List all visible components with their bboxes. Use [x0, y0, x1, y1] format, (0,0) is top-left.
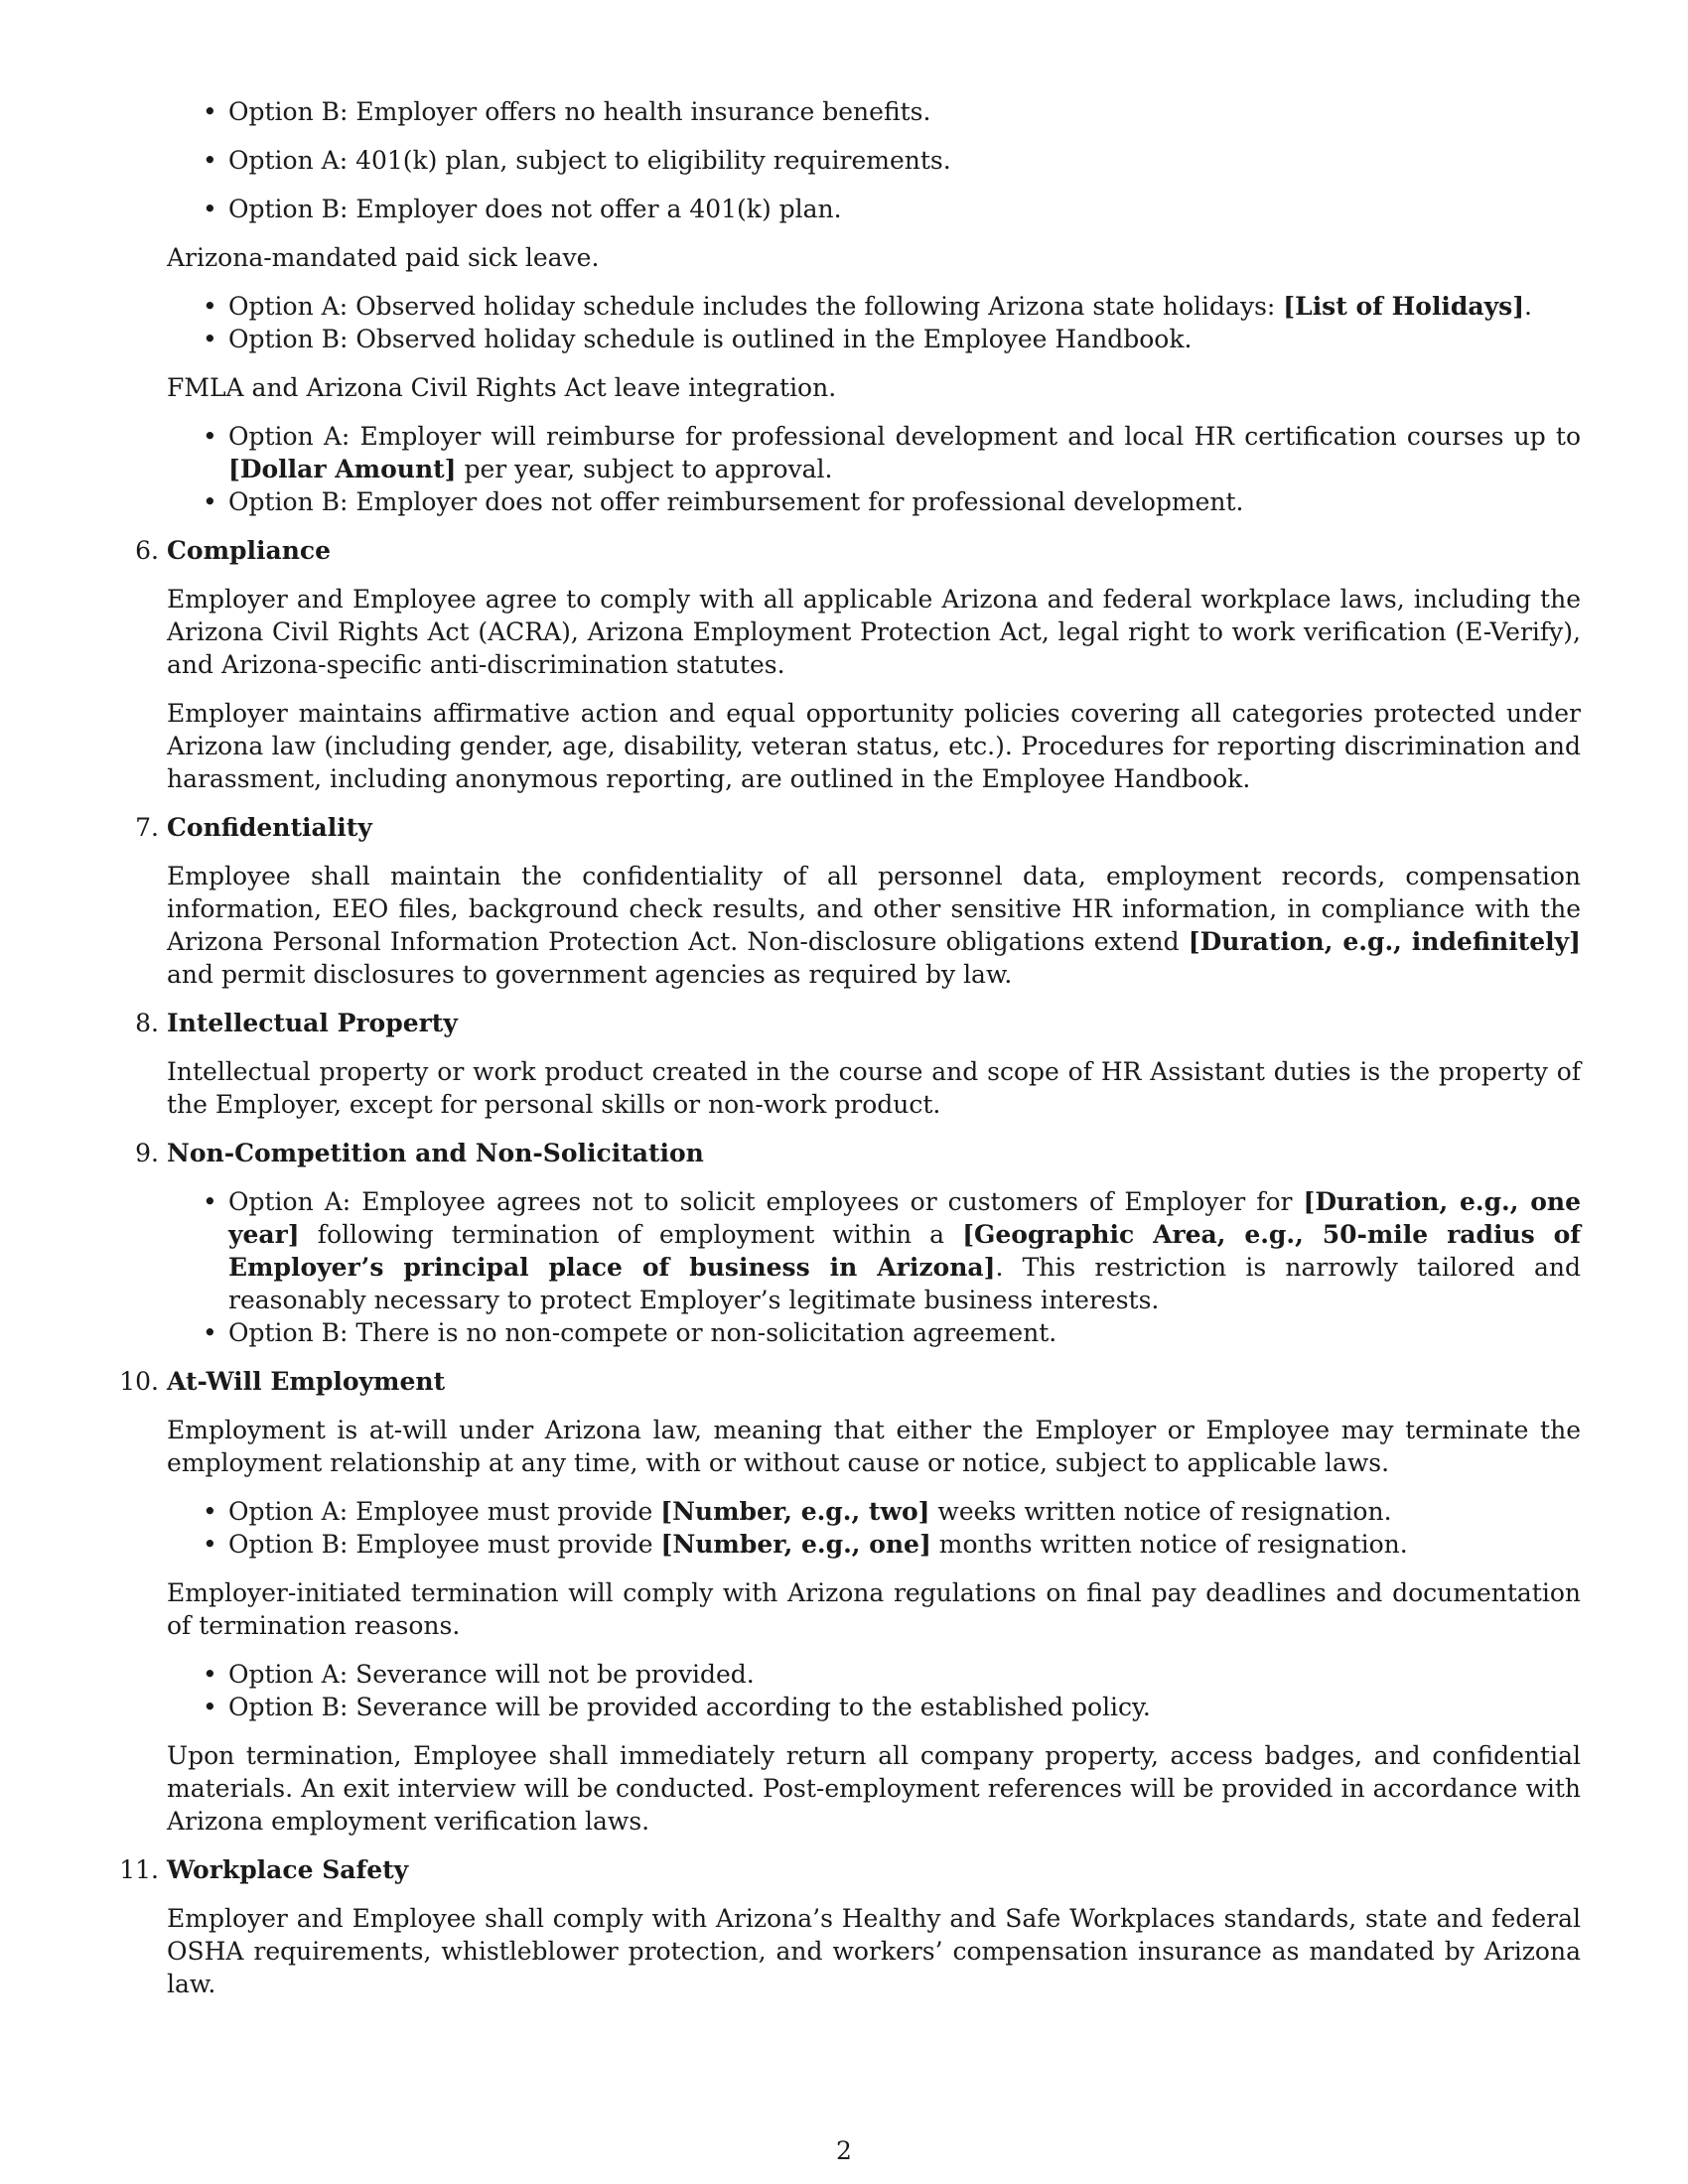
confidentiality-paragraph: Employee shall maintain the confidentiality of all personnel data, employment records, compensation information, EEO files, background check results, and other sensitive HR information, in compliance with the Arizona Personal Information Protection Act. Non-disclosure obligations extend [Duration, e.g., indefinitely] and permit disclosures to government agencies as required by law. — [167, 862, 1581, 989]
section-title: Non-Competition and Non-Solicitation — [167, 1139, 704, 1167]
section-heading-intellectual-property — [135, 1007, 1581, 1039]
list-item: • Option B: Employer does not offer a 401(k) plan. — [167, 193, 1581, 225]
safety-paragraph: Employer and Employee shall comply with Arizona’s Healthy and Safe Workplaces standards, state and federal OSHA requirements, whistleblower protection, and workers’ compensation insurance as mandated by Arizona law. — [167, 1904, 1581, 1998]
section-heading-compliance — [135, 534, 1581, 567]
section-title: Intellectual Property — [167, 1009, 458, 1037]
section-number: 11. — [119, 1855, 159, 1884]
section-heading-confidentiality — [135, 811, 1581, 844]
retirement-options-list — [167, 144, 1581, 177]
list-item: • Option A: Severance will not be provided. — [167, 1658, 1581, 1691]
list-item: • Option B: Employer offers no health insurance benefits. — [167, 95, 1581, 128]
section-heading-at-will — [119, 1365, 1581, 1398]
fmla-text: FMLA and Arizona Civil Rights Act leave integration. — [167, 373, 837, 402]
page-number: 2 — [836, 2136, 852, 2165]
list-item: • Option B: Employee must provide [Number, e.g., one] months written notice of resignation. — [167, 1528, 1581, 1561]
non-compete-options-list — [167, 1185, 1581, 1349]
section-title: Compliance — [167, 536, 332, 565]
section-heading-non-competition — [135, 1137, 1581, 1169]
list-item: • Option A: Observed holiday schedule includes the following Arizona state holidays: [List of Holidays]. — [167, 290, 1581, 323]
section-number: 10. — [119, 1367, 159, 1396]
section-number: 6. — [135, 536, 159, 565]
holiday-options-list — [167, 290, 1581, 355]
severance-options-list — [167, 1658, 1581, 1723]
compliance-paragraph: Employer and Employee agree to comply with all applicable Arizona and federal workplace laws, including the Arizona Civil Rights Act (ACRA), Arizona Employment Protection Act, legal right to work verification (E-Verify), and Arizona-specific anti-discrimination statutes. — [167, 585, 1581, 679]
list-item: • Option B: Observed holiday schedule is outlined in the Employee Handbook. — [167, 323, 1581, 355]
list-item: • Option B: Severance will be provided according to the established policy. — [167, 1691, 1581, 1723]
section-number: 7. — [135, 813, 159, 842]
post-termination-paragraph: Upon termination, Employee shall immediately return all company property, access badges, and confidential materials. An exit interview will be conducted. Post-employment references will be provided in accordance with Arizona employment verification laws. — [167, 1741, 1581, 1836]
at-will-paragraph: Employment is at-will under Arizona law, meaning that either the Employer or Employee may terminate the employment relationship at any time, with or without cause or notice, subject to applicable laws. — [167, 1416, 1581, 1477]
section-number: 8. — [135, 1009, 159, 1037]
compliance-paragraph: Employer maintains affirmative action and equal opportunity policies covering all categories protected under Arizona law (including gender, age, disability, veteran status, etc.). Procedures for reporting discrimination and harassment, including anonymous reporting, are outlined in the Employee Handbook. — [167, 699, 1581, 793]
section-title: At-Will Employment — [167, 1367, 446, 1396]
list-item: • Option A: Employee agrees not to solicit employees or customers of Employer for [Duration, e.g., one year] following termination of employment within a [Geographic Area, e.g., 50-mile radius of Employer’s principal place of business in Arizona]. This restriction is narrowly tailored and reasonably necessary to protect Employer’s legitimate business interests. — [167, 1185, 1581, 1316]
list-item: • Option B: There is no non-compete or non-solicitation agreement. — [167, 1316, 1581, 1349]
list-item: • Option A: 401(k) plan, subject to eligibility requirements. — [167, 144, 1581, 177]
section-title: Workplace Safety — [167, 1855, 409, 1884]
ip-paragraph: Intellectual property or work product created in the course and scope of HR Assistant duties is the property of the Employer, except for personal skills or non-work product. — [167, 1057, 1581, 1119]
document-page — [119, 95, 1581, 2000]
benefit-options-list — [167, 95, 1581, 128]
notice-options-list — [167, 1495, 1581, 1561]
list-item: • Option B: Employer does not offer reimbursement for professional development. — [167, 485, 1581, 518]
section-number: 9. — [135, 1139, 159, 1167]
retirement-options-list-b — [167, 193, 1581, 225]
termination-paragraph: Employer-initiated termination will comply with Arizona regulations on final pay deadlines and documentation of termination reasons. — [167, 1578, 1581, 1640]
professional-development-options-list — [167, 420, 1581, 518]
sick-leave-text: Arizona-mandated paid sick leave. — [167, 243, 600, 272]
section-heading-workplace-safety — [119, 1853, 1581, 1886]
list-item: • Option A: Employee must provide [Number, e.g., two] weeks written notice of resignation. — [167, 1495, 1581, 1528]
section-title: Confidentiality — [167, 813, 372, 842]
list-item: • Option A: Employer will reimburse for professional development and local HR certification courses up to [Dollar Amount] per year, subject to approval. — [167, 420, 1581, 485]
